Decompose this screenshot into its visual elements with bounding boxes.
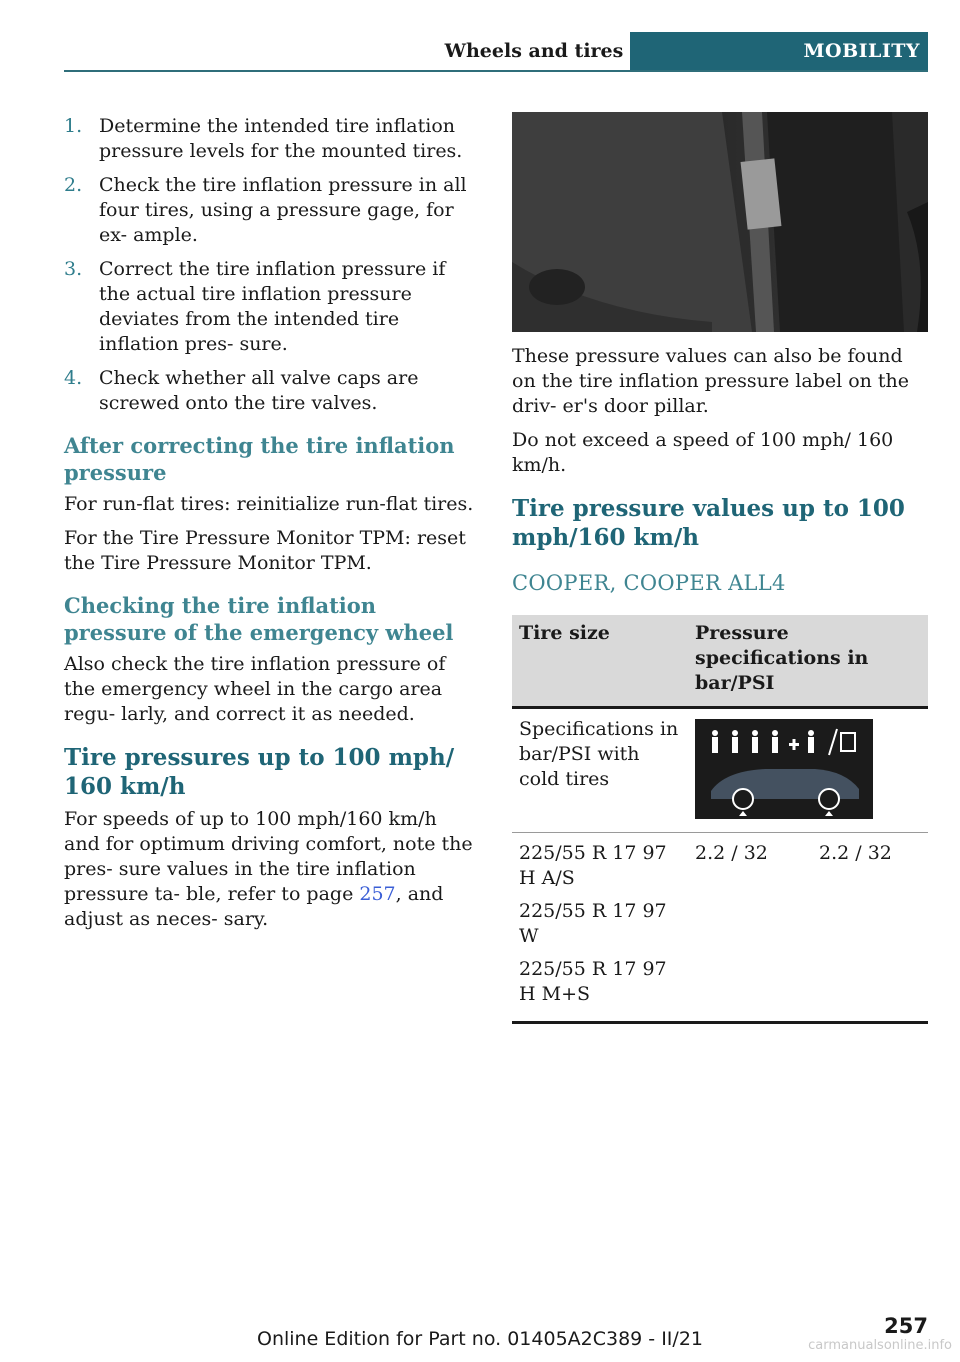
column-header-pressure: Pressure specifications in bar/PSI [688, 615, 928, 708]
door-pillar-image [512, 112, 928, 332]
header-section-title: Wheels and tires [444, 40, 624, 62]
list-item: 4. Check whether all valve caps are screwed onto the tire valves. [64, 367, 419, 414]
tire-sizes-cell [512, 833, 688, 1023]
table-row [512, 833, 928, 1023]
tire-size: 225/55 R 17 97 H A/S [519, 842, 667, 889]
table-row [512, 708, 928, 833]
pressure-value-a: 2.2 / 32 [688, 833, 812, 1023]
list-item: 3. Correct the tire inflation pressure if the actual tire inflation pressure deviates from the intended tire inflation pres- sure. [64, 258, 446, 355]
after-correcting-tpm: For the Tire Pressure Monitor TPM: reset the Tire Pressure Monitor TPM. [64, 527, 466, 574]
after-correcting-runflat: For run-flat tires: reinitialize run-flat tires. [64, 493, 474, 515]
page-reference-link[interactable]: 257 [359, 883, 396, 905]
page-number: 257 [884, 1314, 928, 1338]
watermark-text: carmanualsonline.info [808, 1338, 952, 1353]
emergency-wheel-text: Also check the tire inflation pressure of the emergency wheel in the cargo area regu- larly, and correct it as needed. [64, 653, 446, 725]
pressure-value-b: 2.2 / 32 [812, 833, 928, 1023]
label-location-text: These pressure values can also be found on the tire inflation pressure label on the driv- er's door pillar. [512, 345, 910, 417]
spec-label-cell: Specifications in bar/PSI with cold tires [512, 708, 688, 833]
right-column [512, 112, 928, 1024]
header-rule [64, 70, 928, 72]
speed-limit-text: Do not exceed a speed of 100 mph/ 160 km/h. [512, 429, 894, 476]
tire-size: 225/55 R 17 97 W [519, 900, 667, 947]
load-pictogram-icon [695, 719, 873, 819]
footer-edition: Online Edition for Part no. 01405A2C389 - II/21 [256, 1328, 703, 1350]
emergency-wheel-heading: Checking the tire inflation pressure of the emergency wheel [64, 593, 454, 645]
list-item: 2. Check the tire inflation pressure in all four tires, using a pressure gage, for ex- ample. [64, 174, 467, 246]
header-chapter-title: MOBILITY [630, 32, 928, 70]
door-pillar-photo [512, 112, 928, 332]
list-item: 1. Determine the intended tire inflation pressure levels for the mounted tires. [64, 115, 463, 162]
tire-pressures-text: For speeds of up to 100 mph/160 km/h and for optimum driving comfort, note the pres- sure values in the tire inflation pressure ta- ble, refer to page 257, and adjust as neces- sary. [64, 808, 473, 930]
tire-pressures-heading: Tire pressures up to 100 mph/ 160 km/h [64, 744, 455, 800]
tire-pressure-table [512, 615, 928, 1024]
model-heading: COOPER, COOPER ALL4 [512, 571, 786, 595]
load-pictogram-cell [688, 708, 928, 833]
column-header-tire-size: Tire size [512, 615, 688, 708]
steps-list [64, 114, 476, 416]
after-correcting-heading: After correcting the tire inflation pressure [64, 433, 455, 485]
tire-size: 225/55 R 17 97 H M+S [519, 958, 667, 1005]
left-column [64, 114, 476, 941]
pressure-values-heading: Tire pressure values up to 100 mph/160 km/h [512, 495, 905, 551]
